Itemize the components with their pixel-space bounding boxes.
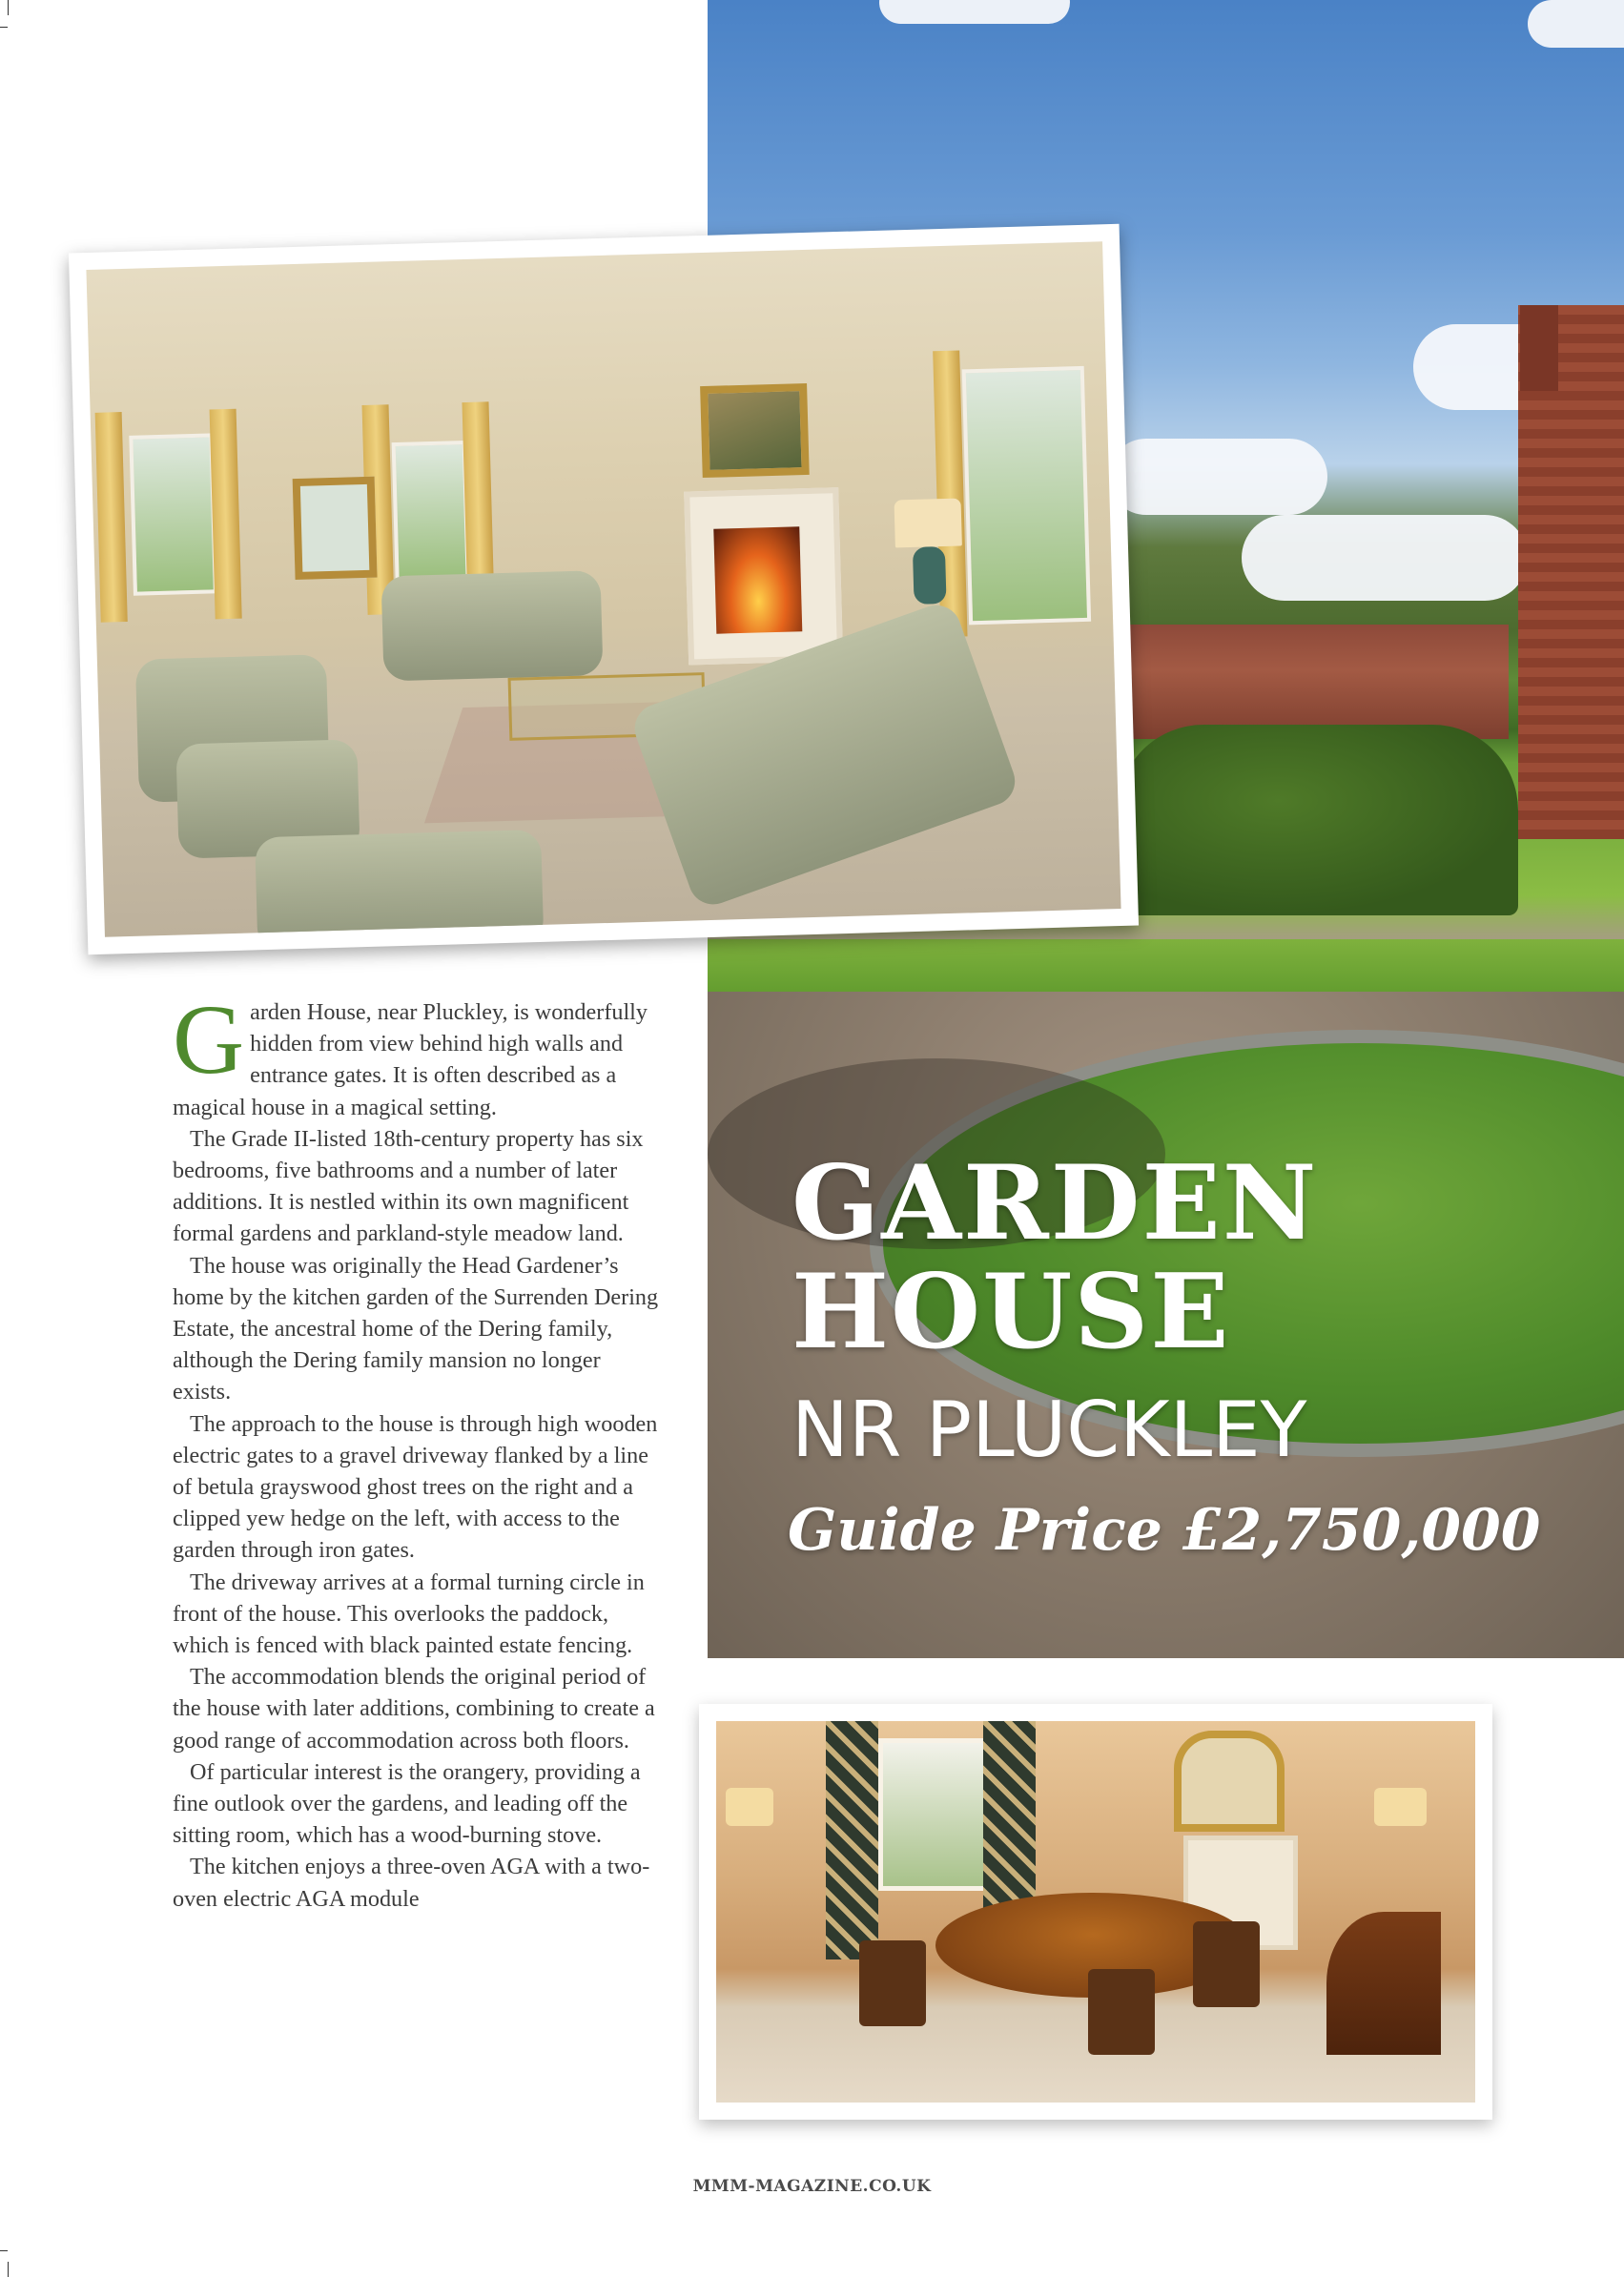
footer-website: MMM-MAGAZINE.CO.UK [692,2177,932,2196]
crop-mark [8,0,9,15]
article-paragraph: The Grade II-listed 18th-century property has six bedrooms, five bathrooms and a number of later additions. It is nestled within its own magnificent formal gardens and parkland-style meadow land. [173,1125,644,1247]
table-lamp [726,1788,773,1826]
chimney [1520,305,1558,391]
crop-mark [0,27,8,28]
curtain [826,1721,878,1959]
dining-chair [859,1940,926,2026]
article-paragraph: Garden House, near Pluckley, is wonderfully hidden from view behind high walls and entrance gates. It is often described as a magical house in a magical setting. [173,985,648,1120]
window [129,433,217,595]
dining-room-photo [699,1704,1492,2120]
dining-chair [1193,1921,1260,2007]
article-body [173,985,659,1915]
article-paragraph: The accommodation blends the original period of the house with later additions, combining to create a good range of accommodation across both floors. [173,1664,655,1754]
sideboard [1326,1912,1441,2055]
gilt-mirror [1174,1731,1285,1832]
curtain [210,409,242,620]
brick-wall [1108,625,1509,739]
hedge [1118,725,1518,915]
crop-mark [8,2262,9,2277]
cloud [1108,439,1327,515]
fire [713,526,802,633]
framed-painting [700,383,810,478]
article-paragraph: The driveway arrives at a formal turning circle in front of the house. This overlooks the paddock, which is fenced with black painted estate fencing. [173,1569,645,1659]
window [392,441,470,584]
armchair [255,830,544,937]
article-paragraph: The approach to the house is through high wooden electric gates to a gravel driveway flanked by a line of betula grayswood ghost trees on the right and a clipped yew hedge on the left, with access to the garden through iron gates. [173,1410,658,1564]
dining-chair [1088,1969,1155,2055]
crop-mark [0,2250,8,2251]
article-paragraph: Of particular interest is the orangery, providing a fine outlook over the gardens, and leading off the sitting room, which has a wood-burning stove. [173,1758,641,1849]
sofa [381,570,604,681]
sitting-room-photo [69,224,1139,954]
title-line-1: GARDEN [791,1143,1319,1263]
guide-price: Guide Price £2,750,000 [788,1497,1541,1564]
title-line-2: HOUSE [791,1252,1231,1372]
article-paragraph: The house was originally the Head Gardener’s home by the kitchen garden of the Surrenden Dering Estate, the ancestral home of the Dering family, although the Dering family mansion no longer exists. [173,1252,659,1405]
curtain [95,412,128,623]
drop-cap: G [173,985,245,1095]
cloud [879,0,1070,24]
article-paragraph: The kitchen enjoys a three-oven AGA with a two-oven electric AGA module [173,1854,650,1912]
location-subtitle: NR PLUCKLEY [791,1385,1307,1474]
sofa [627,599,1021,912]
window [962,366,1091,625]
page-title [791,1143,1319,1372]
gilt-mirror [293,477,378,580]
table-lamp [1374,1788,1427,1826]
lamp-shade [894,499,962,548]
lamp-base [913,546,947,605]
window [878,1738,993,1891]
cloud [1242,515,1528,601]
cloud [1528,0,1624,48]
